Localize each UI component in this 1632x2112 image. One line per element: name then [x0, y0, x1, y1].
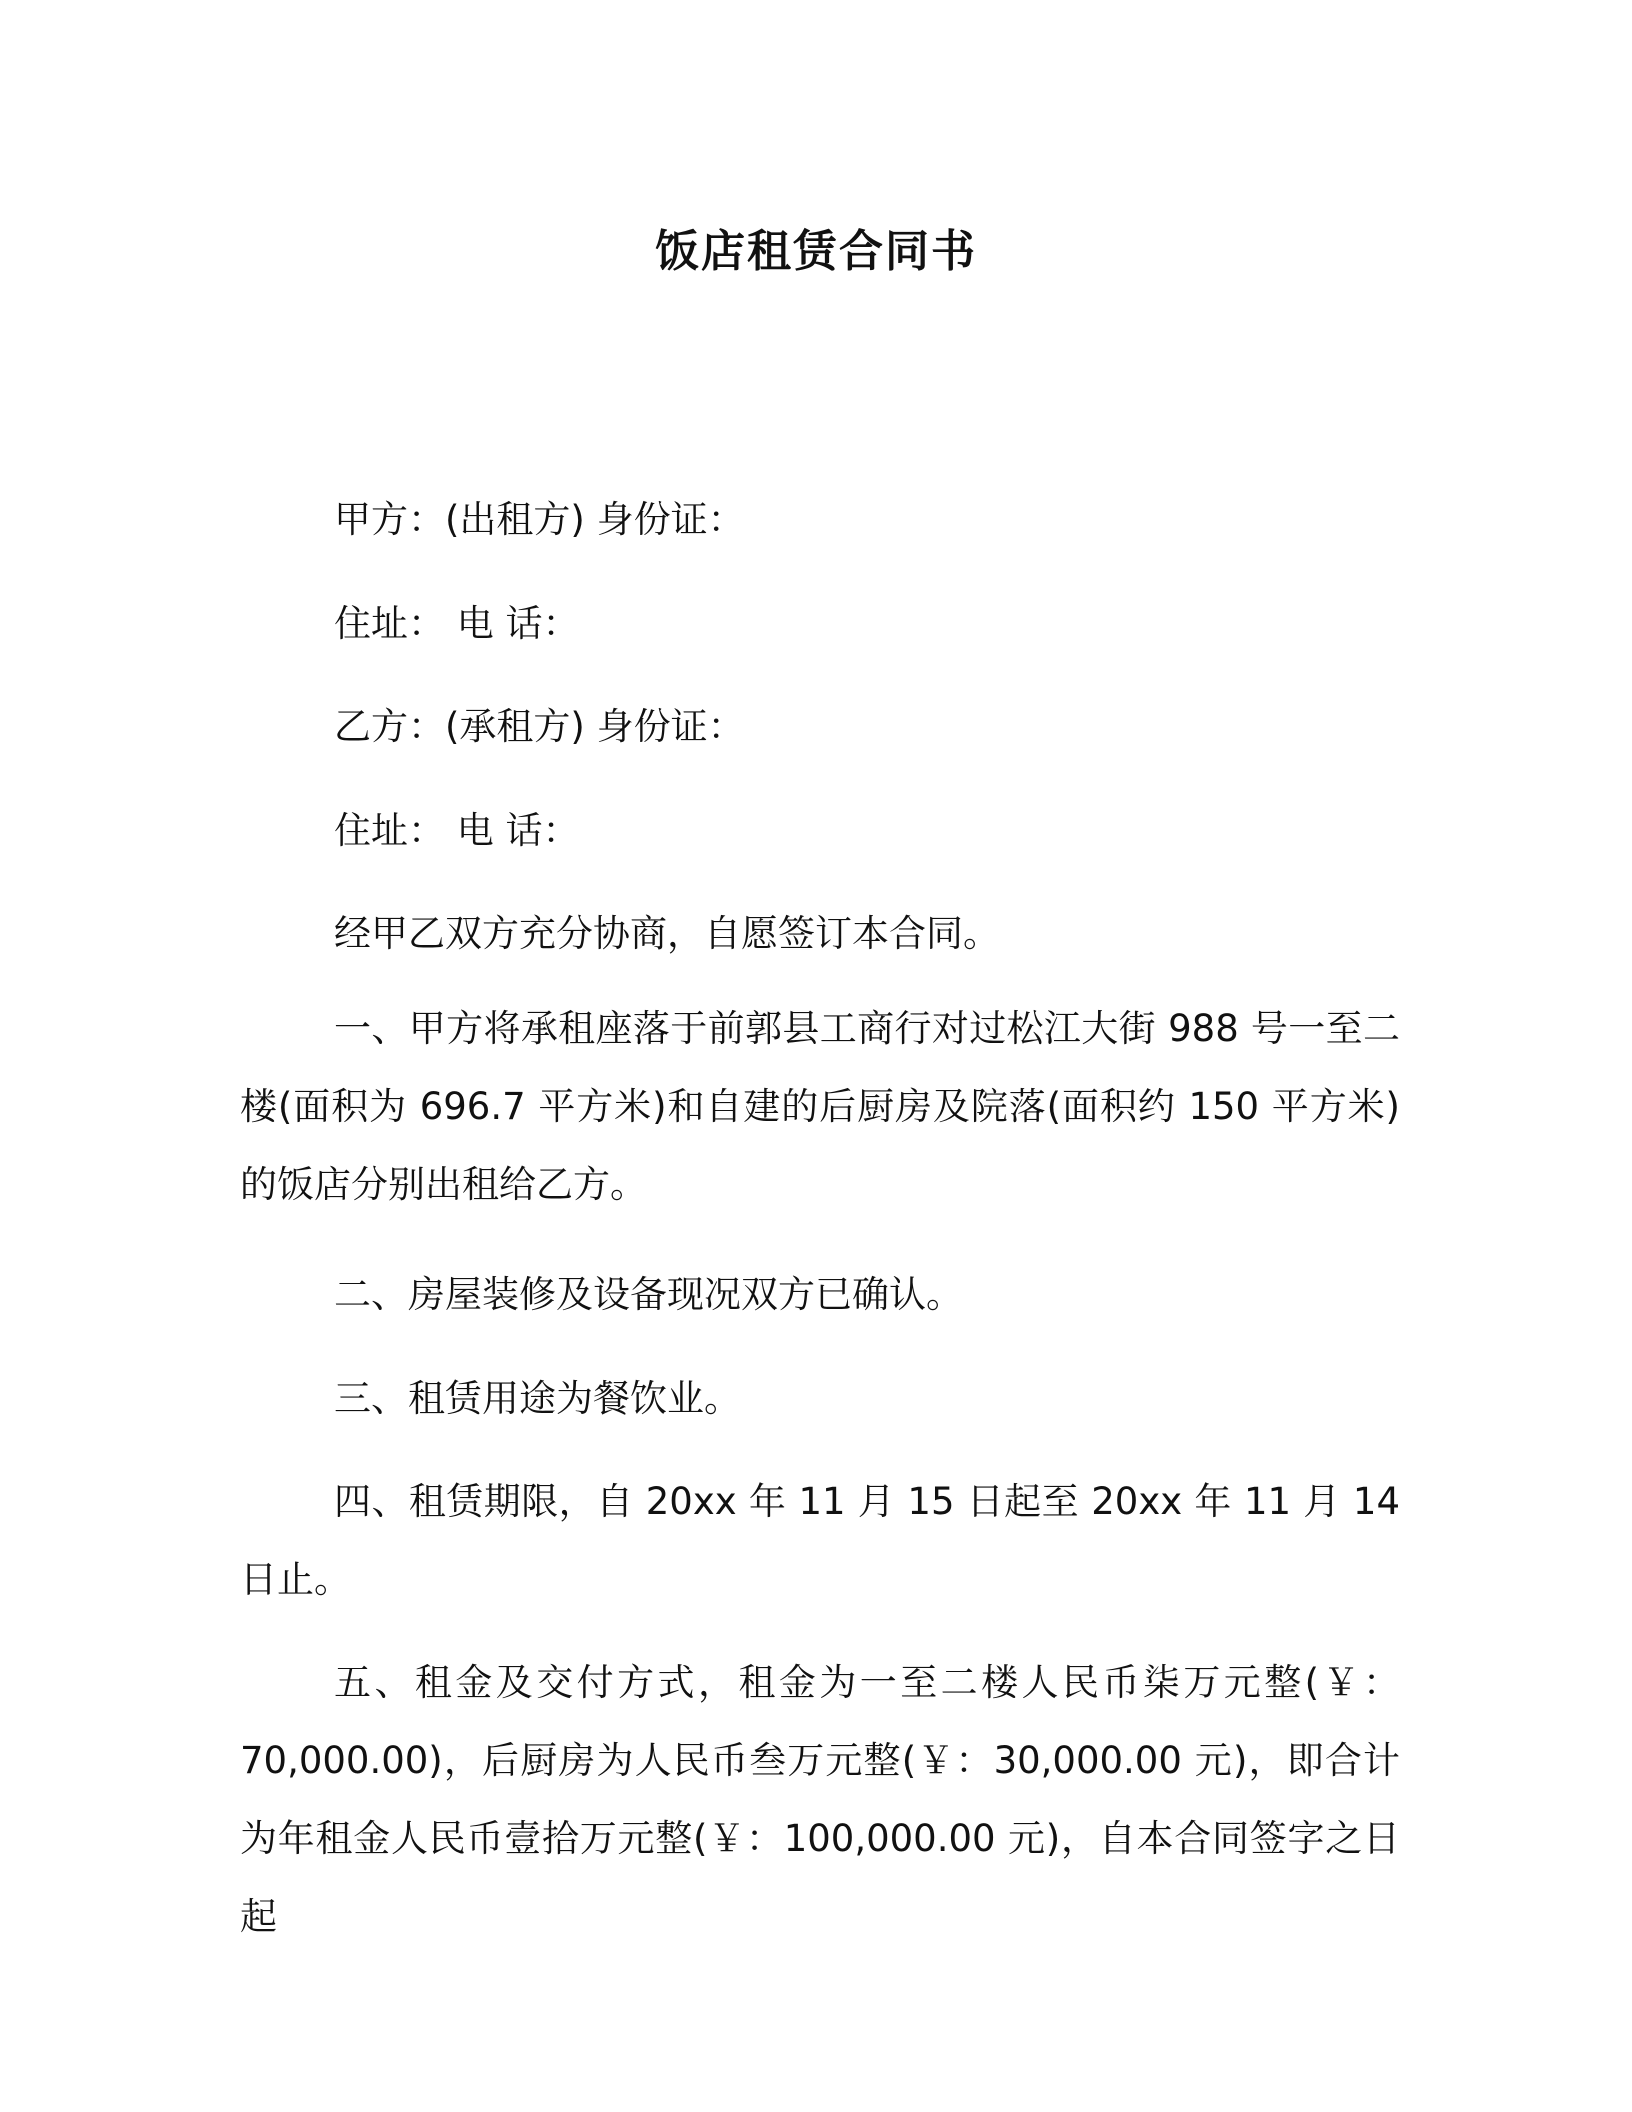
- party-b-address-line: 住址： 电 话：: [334, 809, 580, 852]
- clause-1: 一、甲方将承租座落于前郭县工商行对过松江大街 988 号一至二楼(面积为 696.7 平方米)和自建的后厨房及院落(面积约 150 平方米)的饭店分别出租给乙方。: [240, 1007, 1400, 1206]
- party-a-address-line: 住址： 电 话：: [334, 602, 580, 645]
- clause-3: 三、租赁用途为餐饮业。: [334, 1377, 741, 1420]
- clause-5: 五、租金及交付方式，租金为一至二楼人民币柒万元整(￥：70,000.00)，后厨房为人民币叁万元整(￥：30,000.00 元)，即合计为年租金人民币壹拾万元整(￥：100,000.00 元)，自本合同签字之日起: [240, 1661, 1400, 1938]
- clause-2: 二、房屋装修及设备现况双方已确认。: [334, 1273, 963, 1316]
- party-a-line: 甲方：(出租方) 身份证：: [334, 498, 745, 541]
- document-title: 饭店租赁合同书: [655, 226, 977, 277]
- clause-4: 四、租赁期限，自 20xx 年 11 月 15 日起至 20xx 年 11 月 14 日止。: [240, 1480, 1400, 1601]
- party-b-line: 乙方：(承租方) 身份证：: [334, 705, 745, 748]
- preamble-line: 经甲乙双方充分协商，自愿签订本合同。: [334, 912, 1000, 955]
